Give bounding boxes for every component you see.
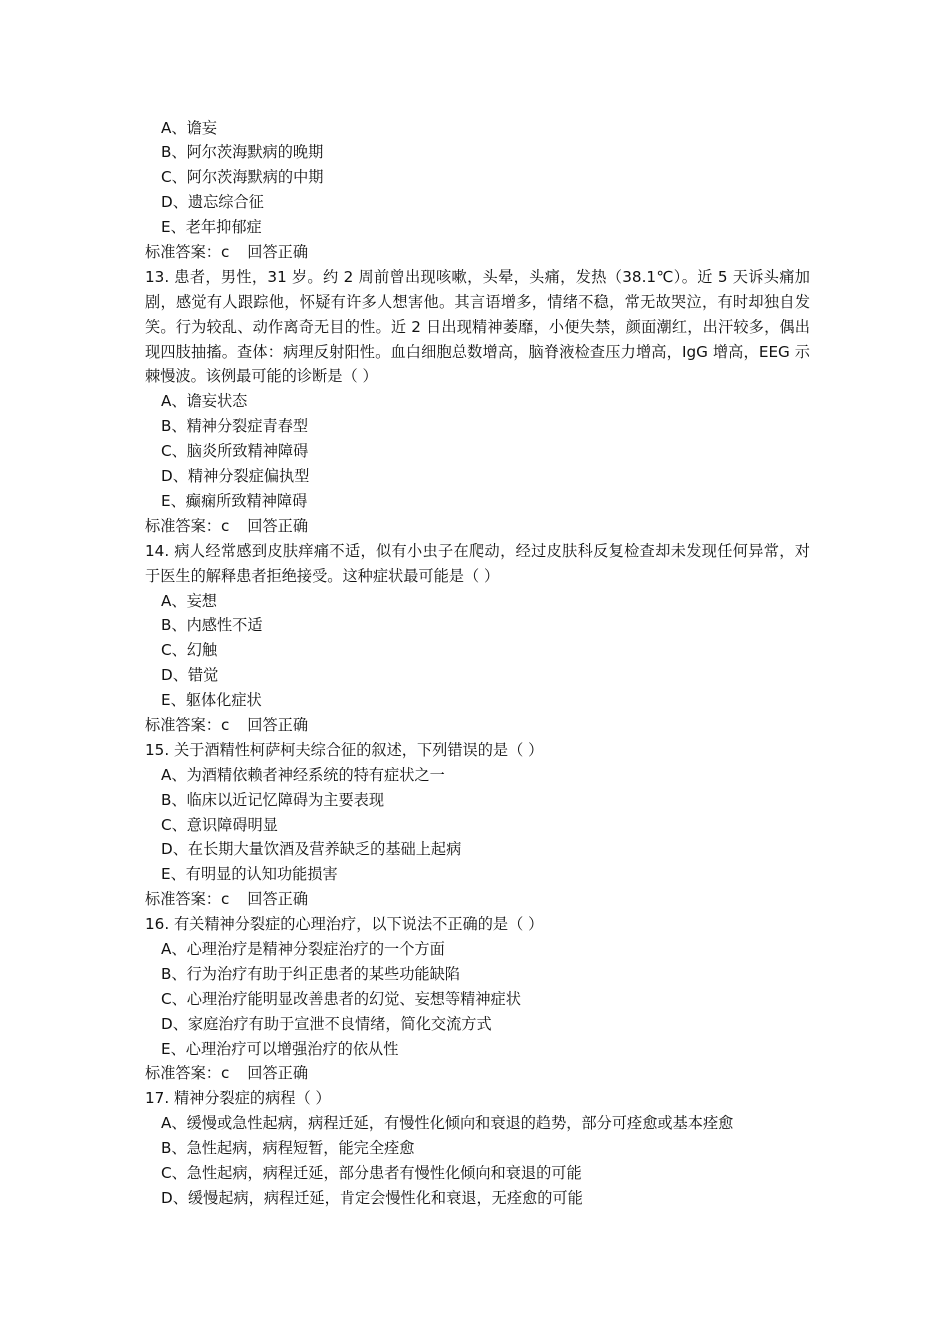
answer-label: 标准答案：c	[145, 242, 230, 261]
answer-status: 回答正确	[247, 715, 309, 734]
option-e: E、躯体化症状	[161, 691, 262, 710]
answer-line	[145, 1061, 810, 1086]
option-c: C、急性起病，病程迁延，部分患者有慢性化倾向和衰退的可能	[161, 1164, 582, 1183]
option-d: D、在长期大量饮酒及营养缺乏的基础上起病	[161, 840, 462, 859]
option-e: E、老年抑郁症	[161, 218, 262, 237]
question-list	[145, 116, 810, 1211]
option-d: D、缓慢起病，病程迁延，肯定会慢性化和衰退，无痊愈的可能	[161, 1188, 583, 1207]
question-stem: 16. 有关精神分裂症的心理治疗，以下说法不正确的是（ ）	[145, 915, 544, 934]
question-stem: 17. 精神分裂症的病程（ ）	[145, 1089, 331, 1108]
option-c: C、脑炎所致精神障碍	[161, 442, 309, 461]
option-d: D、错觉	[161, 666, 219, 685]
answer-label: 标准答案：c	[145, 715, 230, 734]
question-stem: 14. 病人经常感到皮肤痒痛不适，似有小虫子在爬动，经过皮肤科反复检查却未发现任何异常，对于医生的解释患者拒绝接受。这种症状最可能是（ ）	[145, 541, 810, 585]
option-c: C、心理治疗能明显改善患者的幻觉、妄想等精神症状	[161, 989, 521, 1008]
question-stem: 15. 关于酒精性柯萨柯夫综合征的叙述，下列错误的是（ ）	[145, 740, 544, 759]
answer-status: 回答正确	[247, 516, 309, 535]
option-b: B、行为治疗有助于纠正患者的某些功能缺陷	[161, 964, 460, 983]
answer-label: 标准答案：c	[145, 890, 230, 909]
option-a: A、妄想	[161, 591, 217, 610]
option-b: B、内感性不适	[161, 616, 263, 635]
option-b: B、精神分裂症青春型	[161, 417, 309, 436]
option-c: C、幻触	[161, 641, 218, 660]
question-stem: 13. 患者，男性，31 岁。约 2 周前曾出现咳嗽，头晕，头痛，发热（38.1℃）。近 5 天诉头痛加剧，感觉有人跟踪他，怀疑有许多人想害他。其言语增多，情绪不稳，常无故哭泣，有时却独自发笑。行为较乱、动作离奇无目的性。近 2 日出现精神萎靡，小便失禁，颜面潮红，出汗较多，偶出现四肢抽搐。查体：病理反射阳性。血白细胞总数增高，脑脊液检查压力增高，IgG 增高，EEG 示棘慢波。该例最可能的诊断是（ ）	[145, 267, 810, 386]
option-e: E、心理治疗可以增强治疗的依从性	[161, 1039, 399, 1058]
option-d: D、遗忘综合征	[161, 193, 264, 212]
option-b: B、急性起病，病程短暂，能完全痊愈	[161, 1139, 415, 1158]
answer-line	[145, 240, 810, 265]
answer-status: 回答正确	[247, 242, 309, 261]
option-c: C、意识障碍明显	[161, 815, 278, 834]
answer-line	[145, 514, 810, 539]
answer-line	[145, 713, 810, 738]
option-a: A、谵妄状态	[161, 392, 248, 411]
answer-line	[145, 887, 810, 912]
answer-status: 回答正确	[247, 890, 309, 909]
option-a: A、心理治疗是精神分裂症治疗的一个方面	[161, 940, 445, 959]
option-b: B、阿尔茨海默病的晚期	[161, 143, 324, 162]
option-a: A、缓慢或急性起病，病程迁延，有慢性化倾向和衰退的趋势，部分可痊愈或基本痊愈	[161, 1114, 734, 1133]
option-a: A、为酒精依赖者神经系统的特有症状之一	[161, 765, 445, 784]
option-b: B、临床以近记忆障碍为主要表现	[161, 790, 385, 809]
option-e: E、癫痫所致精神障碍	[161, 491, 308, 510]
option-a: A、谵妄	[161, 118, 217, 137]
option-d: D、精神分裂症偏执型	[161, 467, 310, 486]
option-c: C、阿尔茨海默病的中期	[161, 168, 324, 187]
answer-label: 标准答案：c	[145, 516, 230, 535]
option-e: E、有明显的认知功能损害	[161, 865, 338, 884]
answer-status: 回答正确	[247, 1064, 309, 1083]
option-d: D、家庭治疗有助于宣泄不良情绪，简化交流方式	[161, 1014, 492, 1033]
answer-label: 标准答案：c	[145, 1064, 230, 1083]
